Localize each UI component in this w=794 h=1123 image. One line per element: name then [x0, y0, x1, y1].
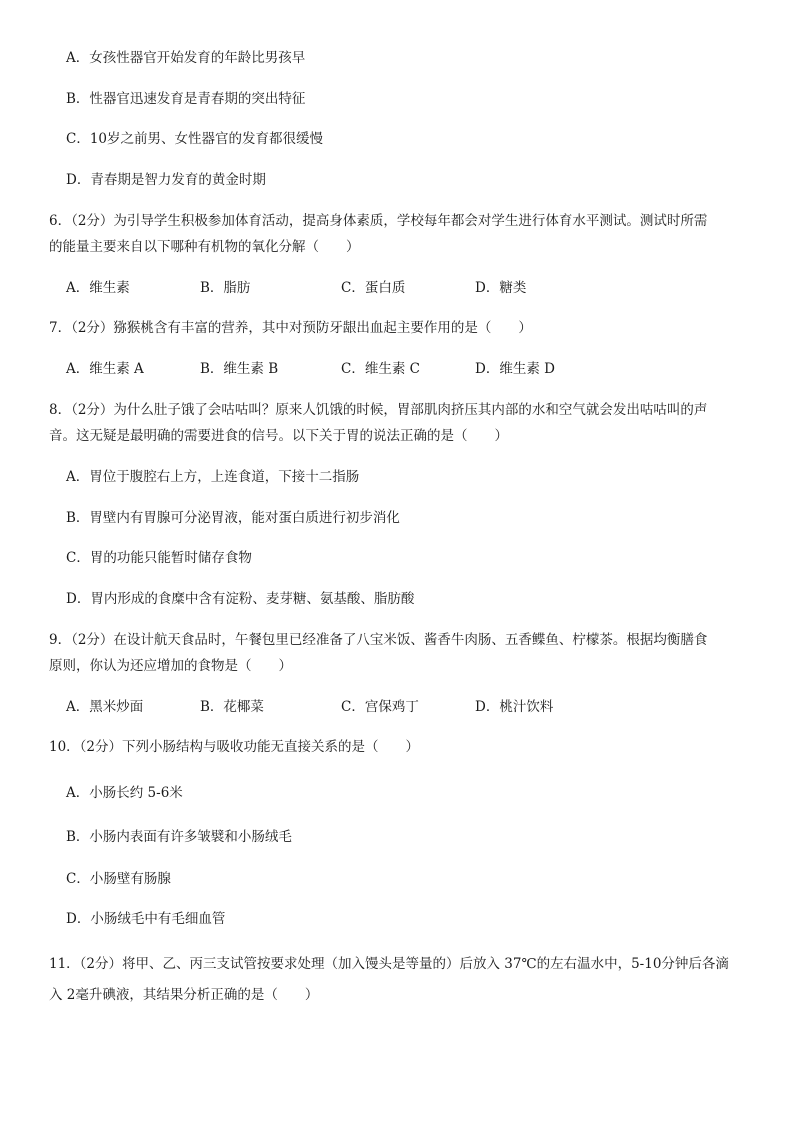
q8-stem-line1: 8．（2分）为什么肚子饿了会咕咕叫？原来人饥饿的时候，胃部肌肉挤压其内部的水和空气就会发出咕咕叫的声: [49, 402, 708, 418]
q9-stem-line1: 9．（2分）在设计航天食品时，午餐包里已经准备了八宝米饭、酱香牛肉肠、五香鲽鱼、柠檬茶。根据均衡膳食: [49, 632, 708, 648]
q11-stem-line1: 11．（2分）将甲、乙、丙三支试管按要求处理（加入馒头是等量的）后放入 37℃的左右温水中，5-10分钟后各滴: [49, 956, 729, 972]
q6-option-d: D．糖类: [475, 280, 527, 296]
q10-option-b: B．小肠内表面有许多皱襞和小肠绒毛: [66, 829, 292, 845]
q8-stem-line2: 音。这无疑是最明确的需要进食的信号。以下关于胃的说法正确的是（ ）: [49, 428, 508, 444]
q10-option-d: D．小肠绒毛中有毛细血管: [66, 911, 226, 927]
q6-option-a: A．维生素: [66, 280, 130, 296]
q10-stem-line1: 10．（2分）下列小肠结构与吸收功能无直接关系的是（ ）: [49, 739, 420, 755]
q8-option-b: B．胃壁内有胃腺可分泌胃液，能对蛋白质进行初步消化: [66, 510, 400, 526]
q6-option-c: C．蛋白质: [341, 280, 406, 296]
q9-option-d: D．桃汁饮料: [475, 699, 554, 715]
q10-option-a: A．小肠长约 5-6米: [66, 785, 183, 801]
q8-option-a: A．胃位于腹腔右上方，上连食道，下接十二指肠: [66, 469, 360, 485]
q5-option-c: C．10岁之前男、女性器官的发育都很缓慢: [66, 131, 324, 147]
q8-option-d: D．胃内形成的食糜中含有淀粉、麦芽糖、氨基酸、脂肪酸: [66, 591, 415, 607]
q10-option-c: C．小肠壁有肠腺: [66, 871, 171, 887]
q6-stem-line1: 6．（2分）为引导学生积极参加体育活动，提高身体素质，学校每年都会对学生进行体育水平测试。测试时所需: [49, 213, 708, 229]
q8-option-c: C．胃的功能只能暂时储存食物: [66, 550, 252, 566]
q7-option-c: C．维生素 C: [341, 361, 420, 377]
q9-option-a: A．黑米炒面: [66, 699, 144, 715]
q7-stem-line1: 7．（2分）猕猴桃含有丰富的营养，其中对预防牙龈出血起主要作用的是（ ）: [49, 320, 532, 336]
q7-option-a: A．维生素 A: [66, 361, 144, 377]
q9-option-c: C．宫保鸡丁: [341, 699, 419, 715]
q6-stem-line2: 的能量主要来自以下哪种有机物的氧化分解（ ）: [49, 239, 360, 255]
q5-option-a: A．女孩性器官开始发育的年龄比男孩早: [66, 50, 306, 66]
q9-option-b: B．花椰菜: [200, 699, 264, 715]
q7-option-d: D．维生素 D: [475, 361, 555, 377]
q5-option-d: D．青春期是智力发育的黄金时期: [66, 172, 266, 188]
q9-stem-line2: 原则，你认为还应增加的食物是（ ）: [49, 658, 292, 674]
q6-option-b: B．脂肪: [200, 280, 251, 296]
q7-option-b: B．维生素 B: [200, 361, 279, 377]
q11-stem-line2: 入 2毫升碘液，其结果分析正确的是（ ）: [49, 987, 319, 1003]
q5-option-b: B．性器官迅速发育是青春期的突出特征: [66, 91, 306, 107]
